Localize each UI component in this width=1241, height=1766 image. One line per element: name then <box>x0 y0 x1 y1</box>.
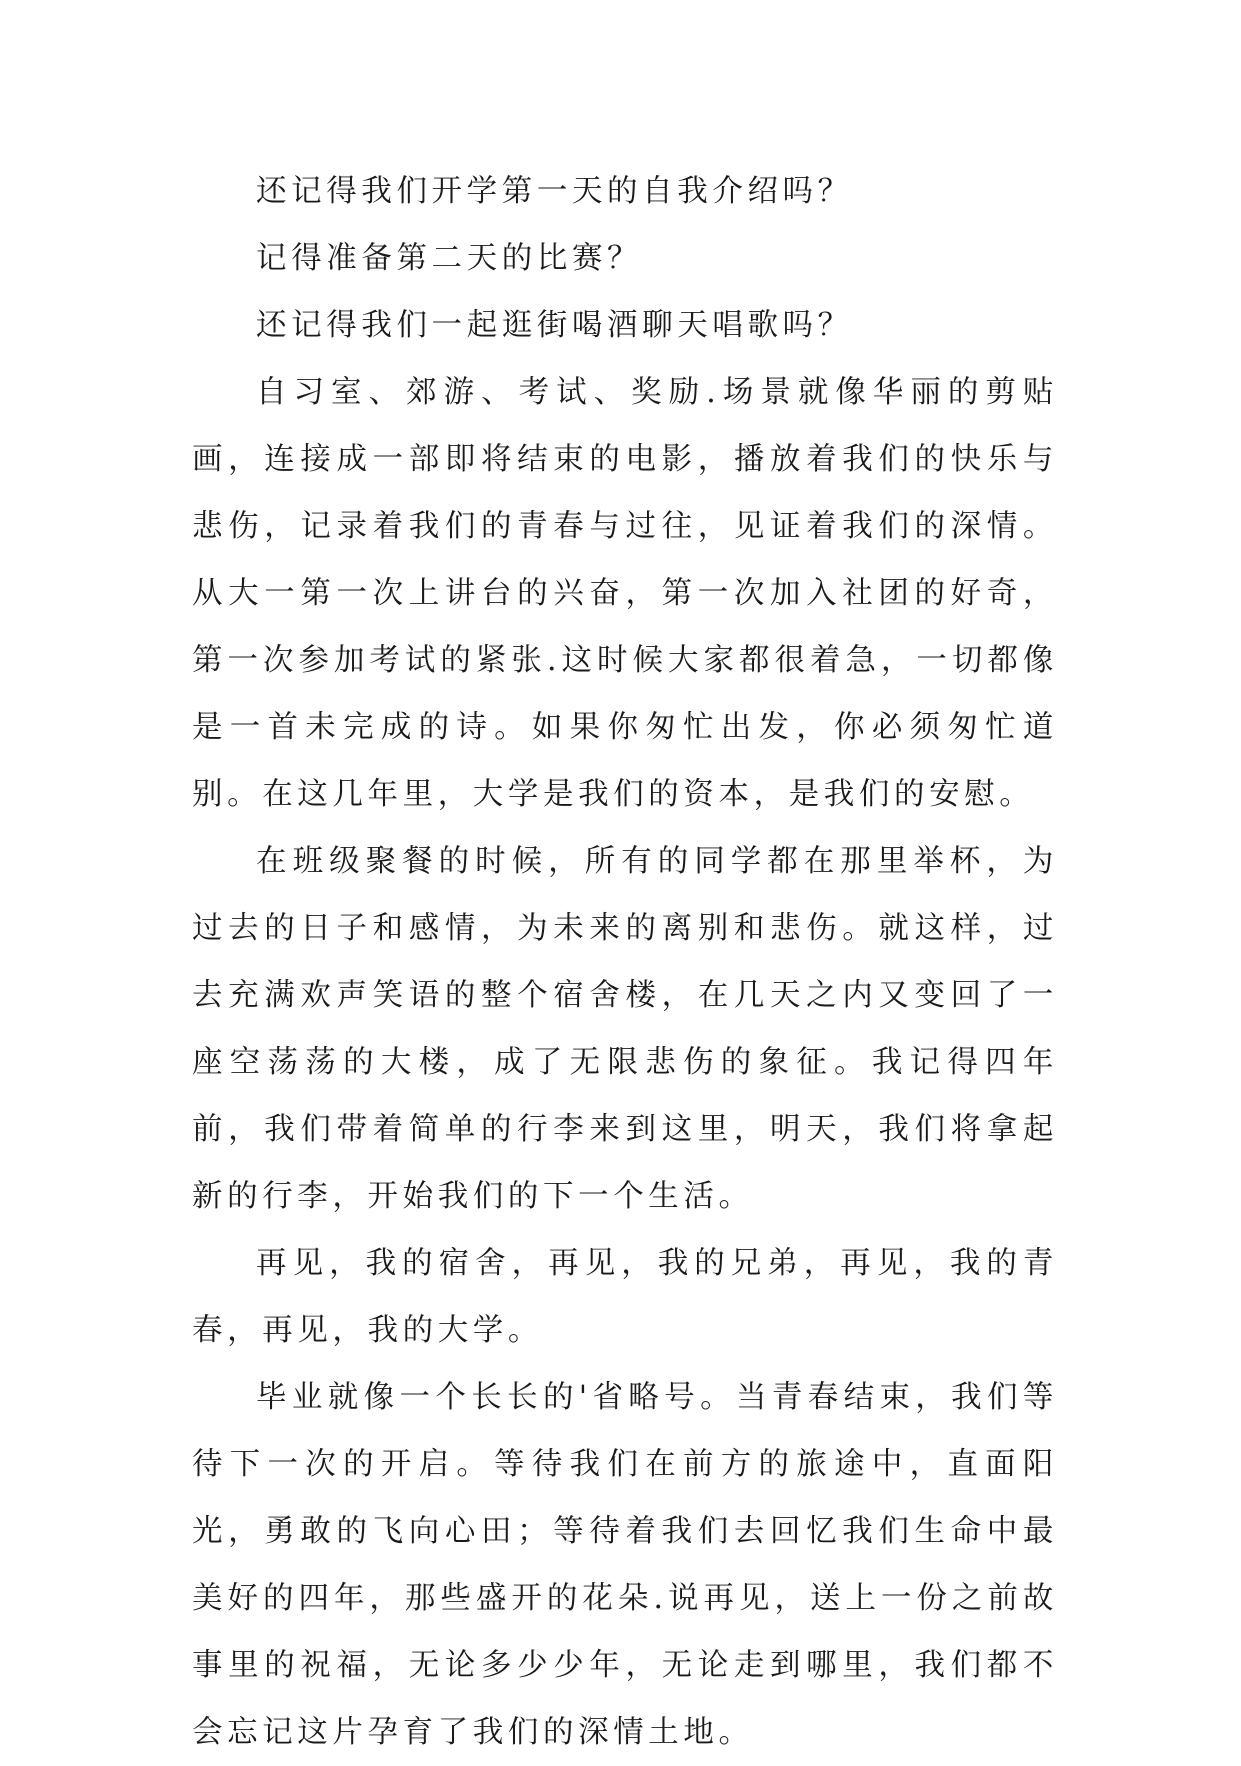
paragraph-3: 还记得我们一起逛街喝酒聊天唱歌吗？ <box>256 308 853 343</box>
paragraph-2: 记得准备第二天的比赛？ <box>256 241 643 276</box>
document-body <box>192 158 1058 1766</box>
paragraph-4: 自习室、郊游、考试、奖励.场景就像华丽的剪贴画，连接成一部即将结束的电影，播放着我们的快乐与悲伤，记录着我们的青春与过往，见证着我们的深情。从大一第一次上讲台的兴奋，第一次加入社团的好奇，第一次参加考试的紧张.这时候大家都很着急，一切都像是一首未完成的诗。如果你匆忙出发，你必须匆忙道别。在这几年里，大学是我们的资本，是我们的安慰。 <box>192 375 1058 812</box>
paragraph-6: 再见，我的宿舍，再见，我的兄弟，再见，我的青春，再见，我的大学。 <box>192 1246 1058 1348</box>
paragraph-5: 在班级聚餐的时候，所有的同学都在那里举杯，为过去的日子和感情，为未来的离别和悲伤。就这样，过去充满欢声笑语的整个宿舍楼，在几天之内又变回了一座空荡荡的大楼，成了无限悲伤的象征。我记得四年前，我们带着简单的行李来到这里，明天，我们将拿起新的行李，开始我们的下一个生活。 <box>192 844 1058 1214</box>
paragraph-7: 毕业就像一个长长的'省略号。当青春结束，我们等待下一次的开启。等待我们在前方的旅途中，直面阳光，勇敢的飞向心田；等待着我们去回忆我们生命中最美好的四年，那些盛开的花朵.说再见，送上一份之前故事里的祝福，无论多少少年，无论走到哪里，我们都不会忘记这片孕育了我们的深情土地。 <box>192 1380 1058 1750</box>
paragraph-1: 还记得我们开学第一天的自我介绍吗？ <box>256 174 853 209</box>
